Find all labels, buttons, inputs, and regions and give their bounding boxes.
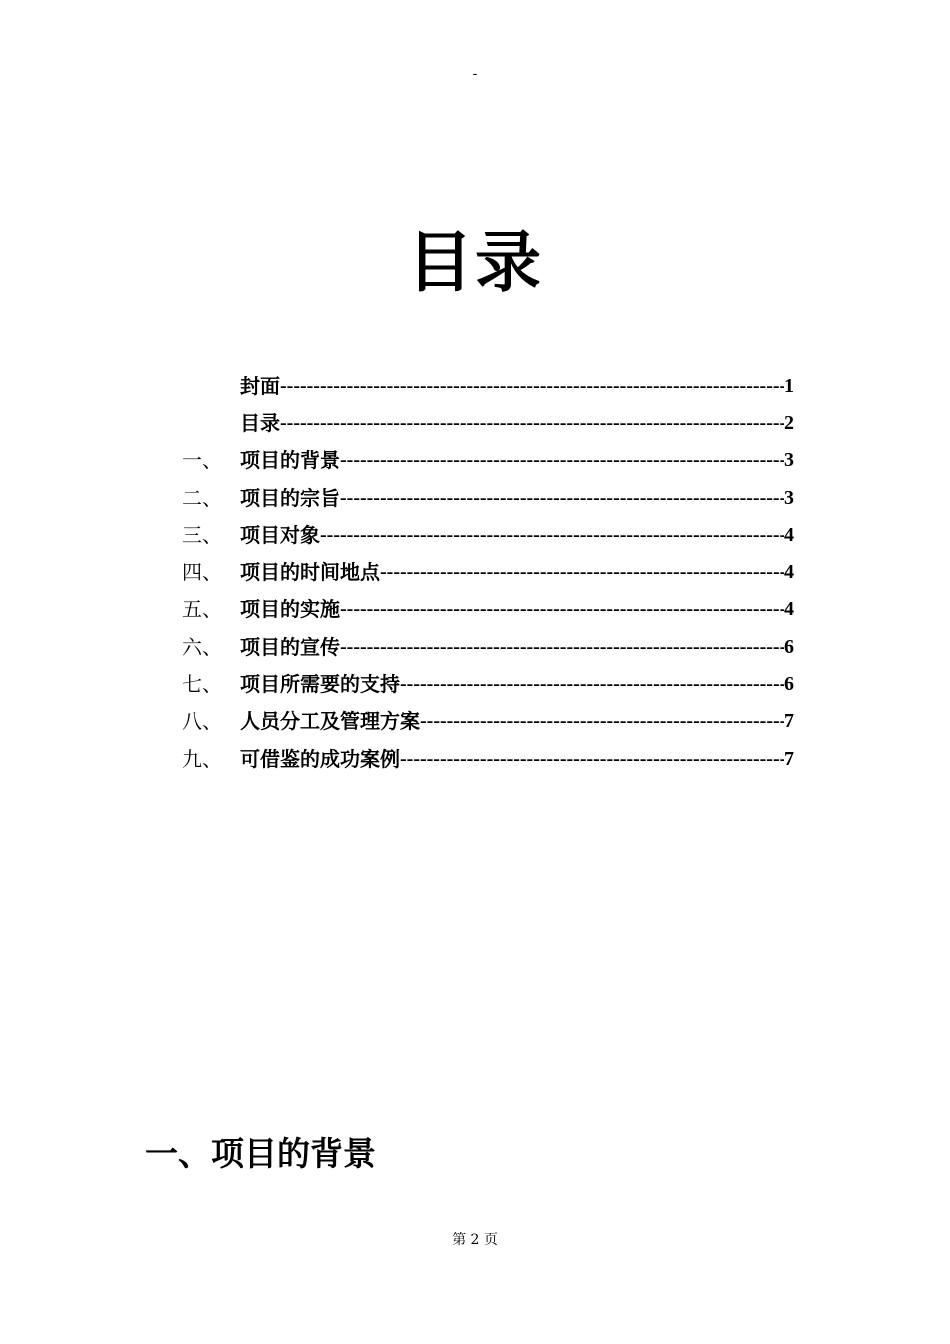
toc-entry-contents[interactable] [182, 404, 794, 441]
toc-entry-page: 3 [784, 486, 794, 509]
toc-entry-text: 可借鉴的成功案例 [240, 746, 400, 771]
toc-entry-text: 项目的实施 [240, 597, 340, 622]
toc-entry-time-place[interactable] [182, 553, 794, 590]
toc-entry-number: 五、 [182, 597, 222, 622]
toc-dot-leader [340, 486, 784, 510]
toc-dot-leader [420, 709, 784, 733]
toc-entry-number: 七、 [182, 672, 222, 697]
toc-entry-audience[interactable] [182, 516, 794, 553]
toc-dot-leader [380, 560, 784, 584]
toc-entry-number: 三、 [182, 522, 222, 547]
toc-dot-leader [400, 672, 784, 696]
toc-entry-page: 7 [784, 747, 794, 770]
toc-entry-number: 四、 [182, 560, 222, 585]
toc-entry-page: 6 [784, 673, 794, 696]
toc-entry-page: 4 [784, 523, 794, 546]
toc-entry-page: 3 [784, 449, 794, 472]
toc-entry-cover[interactable] [182, 367, 794, 404]
toc-dot-leader [280, 411, 784, 435]
toc-entry-implementation[interactable] [182, 591, 794, 628]
toc-entry-page: 1 [784, 374, 794, 397]
toc-entry-page: 4 [784, 598, 794, 621]
toc-entry-text: 人员分工及管理方案 [240, 709, 420, 734]
toc-entry-support[interactable] [182, 665, 794, 702]
toc-dot-leader [280, 374, 784, 398]
header-mark: - [472, 66, 478, 82]
toc-entry-number: 二、 [182, 485, 222, 510]
toc-dot-leader [340, 635, 784, 659]
toc-entry-text: 项目的宗旨 [240, 485, 340, 510]
toc-dot-leader [400, 747, 784, 771]
toc-dot-leader [320, 523, 784, 547]
toc-title: 目录 [407, 223, 543, 301]
toc-list [182, 367, 794, 777]
toc-entry-page: 2 [784, 411, 794, 434]
toc-entry-text: 项目的时间地点 [240, 560, 380, 585]
toc-entry-text: 项目所需要的支持 [240, 672, 400, 697]
toc-dot-leader [340, 448, 784, 472]
toc-entry-page: 7 [784, 710, 794, 733]
toc-entry-page: 6 [784, 635, 794, 658]
toc-entry-purpose[interactable] [182, 479, 794, 516]
page-footer: 第 2 页 [452, 1232, 498, 1248]
toc-entry-text: 项目对象 [240, 522, 320, 547]
toc-entry-number: 九、 [182, 746, 222, 771]
toc-entry-background[interactable] [182, 442, 794, 479]
toc-entry-number: 一、 [182, 448, 222, 473]
toc-entry-case-studies[interactable] [182, 740, 794, 777]
toc-entry-text: 项目的背景 [240, 448, 340, 473]
section-heading: 一、项目的背景 [145, 1134, 376, 1173]
toc-entry-text: 项目的宣传 [240, 634, 340, 659]
toc-entry-text: 封面 [240, 373, 280, 398]
toc-dot-leader [340, 597, 784, 621]
toc-entry-promotion[interactable] [182, 628, 794, 665]
toc-entry-page: 4 [784, 561, 794, 584]
toc-entry-staffing[interactable] [182, 703, 794, 740]
toc-entry-number: 八、 [182, 709, 222, 734]
toc-entry-text: 目录 [240, 410, 280, 435]
toc-entry-number: 六、 [182, 634, 222, 659]
